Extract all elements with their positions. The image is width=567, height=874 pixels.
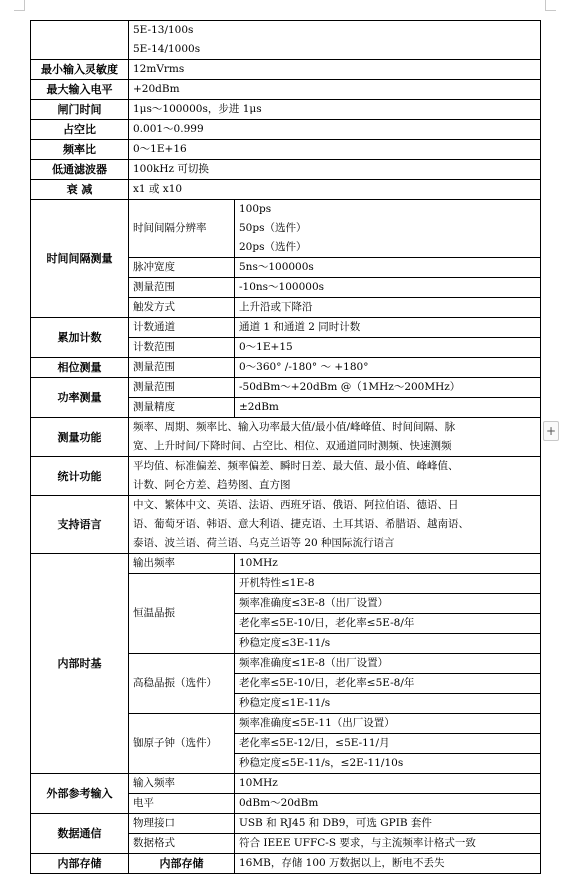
cell-text: 宽、上升时间/下降时间、占空比、相位、双通道同时测频、快速测频 (133, 440, 452, 452)
row-value: 0dBm～20dBm (235, 794, 541, 814)
spec-table (30, 20, 541, 874)
row-value: 频率准确度≤1E-8（出厂设置） (235, 654, 541, 674)
row-value: 老化率≤5E-10/日，老化率≤5E-8/年 (235, 674, 541, 694)
row-value: +20dBm (129, 80, 541, 100)
row-value: -50dBm～+20dBm @（1MHz～200MHz） (235, 378, 541, 398)
sub-label: 测量范围 (129, 278, 235, 298)
row-value: ±2dBm (235, 398, 541, 418)
row-label: 最小输入灵敏度 (31, 60, 129, 80)
row-value: USB 和 RJ45 和 DB9，可选 GPIB 套件 (235, 814, 541, 834)
sub-label: 测量范围 (129, 358, 235, 378)
row-value: 12mVrms (129, 60, 541, 80)
cell-text: 100ps (239, 203, 272, 215)
row-label: 频率比 (31, 140, 129, 160)
table-row (31, 418, 541, 457)
row-label: 内部时基 (31, 554, 129, 774)
cell-text: 中文、繁体中文、英语、法语、西班牙语、俄语、阿拉伯语、德语、日 (133, 499, 459, 511)
sub-label: 测量范围 (129, 378, 235, 398)
sub-label: 铷原子钟（选件） (129, 714, 235, 774)
table-row (31, 814, 541, 834)
row-value: 老化率≤5E-10/日，老化率≤5E-8/年 (235, 614, 541, 634)
cell-text: 5E-14/1000s (133, 43, 201, 55)
row-label: 支持语言 (31, 496, 129, 554)
sub-label: 电平 (129, 794, 235, 814)
row-value: -10ns～100000s (235, 278, 541, 298)
sub-label: 内部存储 (129, 854, 235, 874)
page-corner-mark-left (14, 0, 25, 11)
row-value: 0～360° /-180° ～ +180° (235, 358, 541, 378)
row-label: 内部存储 (31, 854, 129, 874)
row-value: x1 或 x10 (129, 180, 541, 200)
table-row (31, 318, 541, 338)
table-row (31, 160, 541, 180)
table-cell (129, 21, 541, 60)
cell-text: 语、葡萄牙语、韩语、意大利语、捷克语、土耳其语、希腊语、越南语、 (133, 518, 469, 530)
row-value: 秒稳定度≤3E-11/s (235, 634, 541, 654)
row-label: 统计功能 (31, 457, 129, 496)
table-cell (129, 457, 541, 496)
sub-label: 脉冲宽度 (129, 258, 235, 278)
table-row (31, 120, 541, 140)
cell-text: 计数、阿仑方差、趋势图、直方图 (133, 479, 291, 491)
cell-text: 频率、周期、频率比、输入功率最大值/最小值/峰峰值、时间间隔、脉 (133, 421, 456, 433)
sub-label: 测量精度 (129, 398, 235, 418)
row-label: 最大输入电平 (31, 80, 129, 100)
row-value: 0.001～0.999 (129, 120, 541, 140)
table-row (31, 378, 541, 398)
sub-label: 时间间隔分辨率 (129, 200, 235, 258)
row-value: 16MB，存储 100 万数据以上，断电不丢失 (235, 854, 541, 874)
page-corner-mark-right (545, 0, 556, 11)
row-value: 频率准确度≤5E-11（出厂设置） (235, 714, 541, 734)
table-cell (129, 418, 541, 457)
row-value: 10MHz (235, 774, 541, 794)
sub-label: 计数通道 (129, 318, 235, 338)
table-row (31, 496, 541, 554)
sub-label: 恒温晶振 (129, 574, 235, 654)
cell-text: 50ps（选件） (239, 222, 307, 234)
table-row (31, 554, 541, 574)
sub-label: 计数范围 (129, 338, 235, 358)
sub-label: 输入频率 (129, 774, 235, 794)
row-value: 秒稳定度≤1E-11/s (235, 694, 541, 714)
row-value: 1μs～100000s，步进 1μs (129, 100, 541, 120)
row-value: 老化率≤5E-12/日，≤5E-11/月 (235, 734, 541, 754)
row-value: 100kHz 可切换 (129, 160, 541, 180)
row-label: 功率测量 (31, 378, 129, 418)
table-row (31, 140, 541, 160)
cell-text: 5E-13/100s (133, 24, 194, 36)
table-row (31, 80, 541, 100)
row-label: 外部参考输入 (31, 774, 129, 814)
row-label: 测量功能 (31, 418, 129, 457)
row-value: 开机特性≤1E-8 (235, 574, 541, 594)
cell-text: 20ps（选件） (239, 241, 307, 253)
row-label: 相位测量 (31, 358, 129, 378)
row-value: 5ns～100000s (235, 258, 541, 278)
table-row (31, 854, 541, 874)
row-value: 通道 1 和通道 2 同时计数 (235, 318, 541, 338)
row-value: 频率准确度≤3E-8（出厂设置） (235, 594, 541, 614)
row-value: 10MHz (235, 554, 541, 574)
row-value: 秒稳定度≤5E-11/s，≤2E-11/10s (235, 754, 541, 774)
cell-text: 平均值、标准偏差、频率偏差、瞬时日差、最大值、最小值、峰峰值、 (133, 460, 459, 472)
sub-label: 触发方式 (129, 298, 235, 318)
row-value: 0～1E+16 (129, 140, 541, 160)
row-label: 累加计数 (31, 318, 129, 358)
row-value: 0～1E+15 (235, 338, 541, 358)
table-cell (129, 496, 541, 554)
table-cell (31, 21, 129, 60)
row-label: 数据通信 (31, 814, 129, 854)
sub-label: 物理接口 (129, 814, 235, 834)
table-row (31, 21, 541, 60)
sub-label: 高稳晶振（选件） (129, 654, 235, 714)
cell-text: 泰语、波兰语、荷兰语、乌克兰语等 20 种国际流行语言 (133, 537, 395, 549)
table-row (31, 60, 541, 80)
row-value: 符合 IEEE UFFC-S 要求，与主流频率计格式一致 (235, 834, 541, 854)
table-row (31, 200, 541, 258)
row-label: 占空比 (31, 120, 129, 140)
row-value: 上升沿或下降沿 (235, 298, 541, 318)
row-label: 时间间隔测量 (31, 200, 129, 318)
row-label: 低通滤波器 (31, 160, 129, 180)
table-row (31, 180, 541, 200)
row-label: 闸门时间 (31, 100, 129, 120)
sub-label: 输出频率 (129, 554, 235, 574)
table-row (31, 774, 541, 794)
table-row (31, 100, 541, 120)
table-row (31, 358, 541, 378)
table-cell (235, 200, 541, 258)
table-row (31, 457, 541, 496)
sub-label: 数据格式 (129, 834, 235, 854)
row-label: 衰 减 (31, 180, 129, 200)
expand-button[interactable]: + (543, 421, 559, 441)
